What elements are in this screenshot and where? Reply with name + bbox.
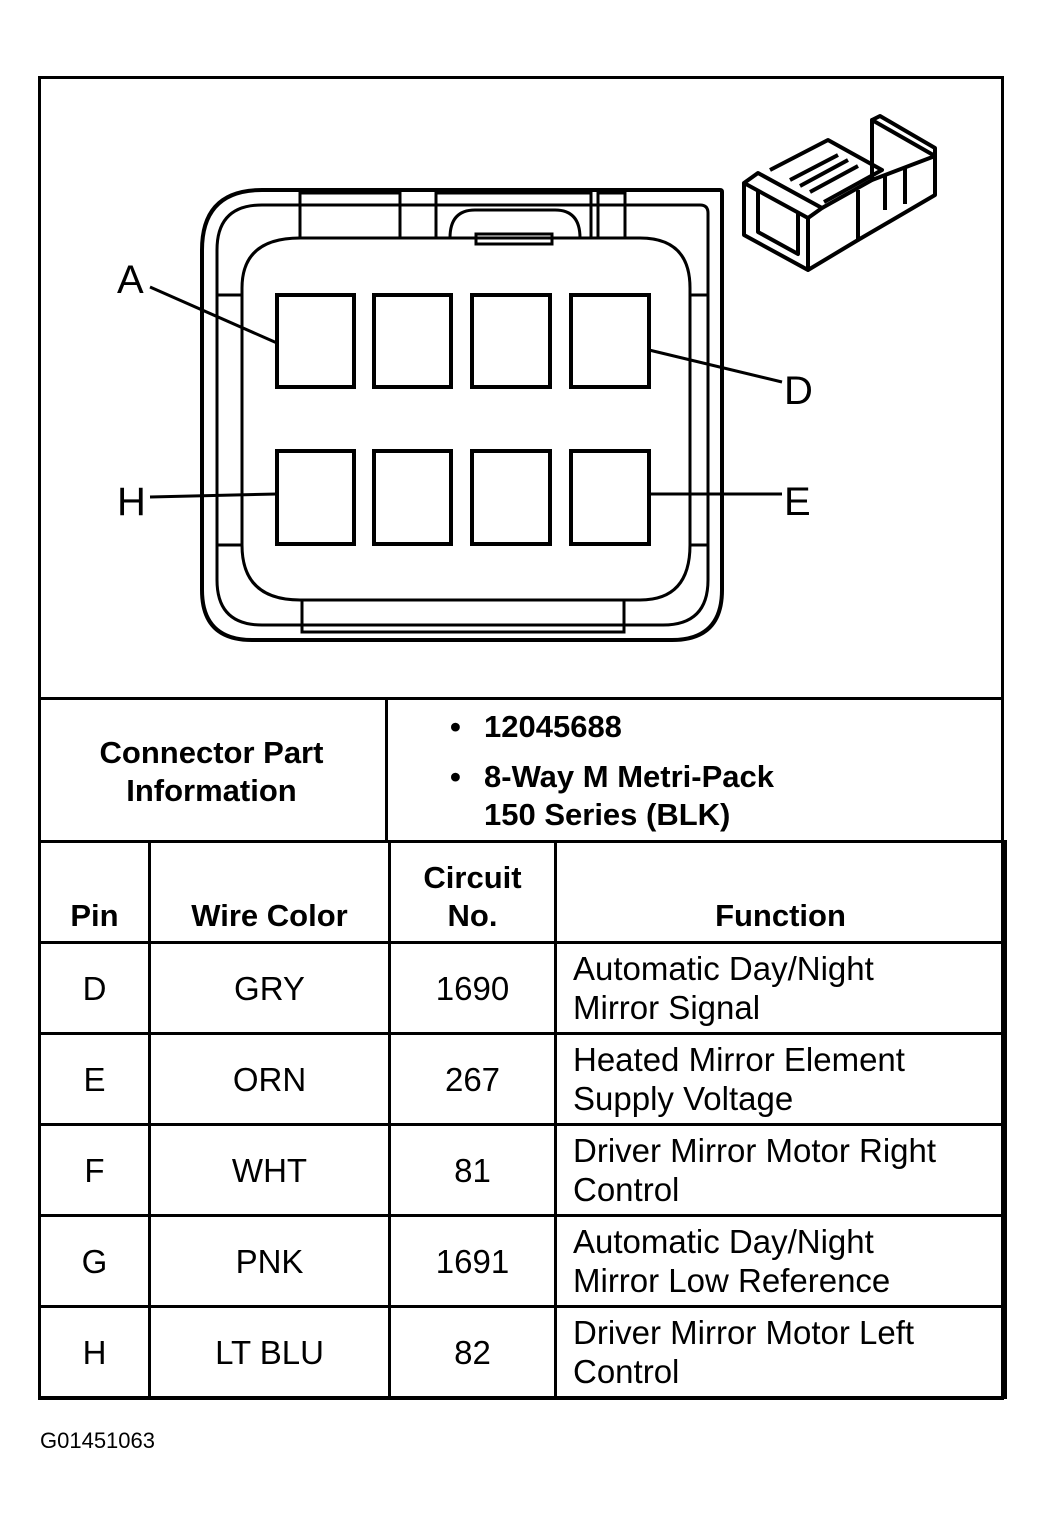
cell-circuit: 267 xyxy=(390,1034,556,1125)
table-row xyxy=(40,1125,1006,1216)
cell-wire-color: PNK xyxy=(150,1216,390,1307)
pin-table xyxy=(38,840,1007,1399)
pin-cavity xyxy=(472,295,550,387)
function-line: Automatic Day/Night xyxy=(573,950,874,987)
pin-callout-h: H xyxy=(117,480,146,524)
pin-cavity xyxy=(571,451,649,544)
cell-wire-color: WHT xyxy=(150,1125,390,1216)
bullet-icon: • xyxy=(450,759,461,794)
cell-circuit: 82 xyxy=(390,1307,556,1398)
cell-pin: H xyxy=(40,1307,150,1398)
function-line: Mirror Low Reference xyxy=(573,1262,891,1299)
pin-cavity xyxy=(571,295,649,387)
table-row xyxy=(40,1216,1006,1307)
cell-wire-color: LT BLU xyxy=(150,1307,390,1398)
header-pin: Pin xyxy=(40,842,150,943)
pin-callout-a: A xyxy=(117,258,144,302)
connector-info-label-line1: Connector Part xyxy=(99,734,324,770)
function-line: Automatic Day/Night xyxy=(573,1223,874,1260)
leader-line-h xyxy=(150,494,277,497)
cell-pin: F xyxy=(40,1125,150,1216)
function-line: Control xyxy=(573,1171,680,1208)
connector-outer-shell xyxy=(202,190,722,640)
table-row xyxy=(40,1307,1006,1398)
cell-function xyxy=(556,1216,1006,1307)
function-line: Control xyxy=(573,1353,680,1390)
cell-circuit: 1691 xyxy=(390,1216,556,1307)
cell-circuit: 1690 xyxy=(390,943,556,1034)
leader-line-d xyxy=(649,350,782,382)
figure-id: G01451063 xyxy=(40,1428,155,1453)
table-row xyxy=(40,1034,1006,1125)
pin-cavity xyxy=(374,295,451,387)
pin-cavity xyxy=(277,451,354,544)
latch-tab xyxy=(300,193,400,238)
pin-callout-d: D xyxy=(784,369,813,413)
connector-description: 8-Way M Metri-Pack 150 Series (BLK) xyxy=(484,759,774,832)
table-header-row xyxy=(40,842,1006,943)
pin-cavity xyxy=(277,295,354,387)
connector-info-row xyxy=(38,697,1004,843)
cell-pin: D xyxy=(40,943,150,1034)
header-circuit: Circuit No. xyxy=(390,842,556,943)
pin-cavity xyxy=(472,451,550,544)
cell-pin: G xyxy=(40,1216,150,1307)
header-wire-color: Wire Color xyxy=(150,842,390,943)
cell-function xyxy=(556,1125,1006,1216)
function-line: Mirror Signal xyxy=(573,989,761,1026)
function-line: Driver Mirror Motor Right xyxy=(573,1132,937,1169)
cell-circuit: 81 xyxy=(390,1125,556,1216)
function-line: Supply Voltage xyxy=(573,1080,794,1117)
part-number: 12045688 xyxy=(484,709,622,744)
connector-info-label xyxy=(38,700,388,843)
connector-info-label-line2: Information xyxy=(126,772,297,808)
cell-wire-color: ORN xyxy=(150,1034,390,1125)
pin-cavity xyxy=(374,451,451,544)
bottom-key xyxy=(302,600,624,632)
connector-isometric-icon xyxy=(744,116,935,270)
pin-callout-e: E xyxy=(784,480,811,524)
bullet-icon: • xyxy=(450,709,461,744)
connector-inner-shell xyxy=(217,205,708,625)
cell-wire-color: GRY xyxy=(150,943,390,1034)
cell-function xyxy=(556,943,1006,1034)
cell-pin: E xyxy=(40,1034,150,1125)
cell-function xyxy=(556,1307,1006,1398)
latch-tab xyxy=(598,193,625,238)
function-line: Heated Mirror Element xyxy=(573,1041,905,1078)
table-row xyxy=(40,943,1006,1034)
cell-function xyxy=(556,1034,1006,1125)
leader-line-a xyxy=(150,287,277,343)
connector-info-values xyxy=(388,700,1001,843)
function-line: Driver Mirror Motor Left xyxy=(573,1314,915,1351)
connector-face-diagram xyxy=(0,0,1044,700)
header-function: Function xyxy=(556,842,1006,943)
